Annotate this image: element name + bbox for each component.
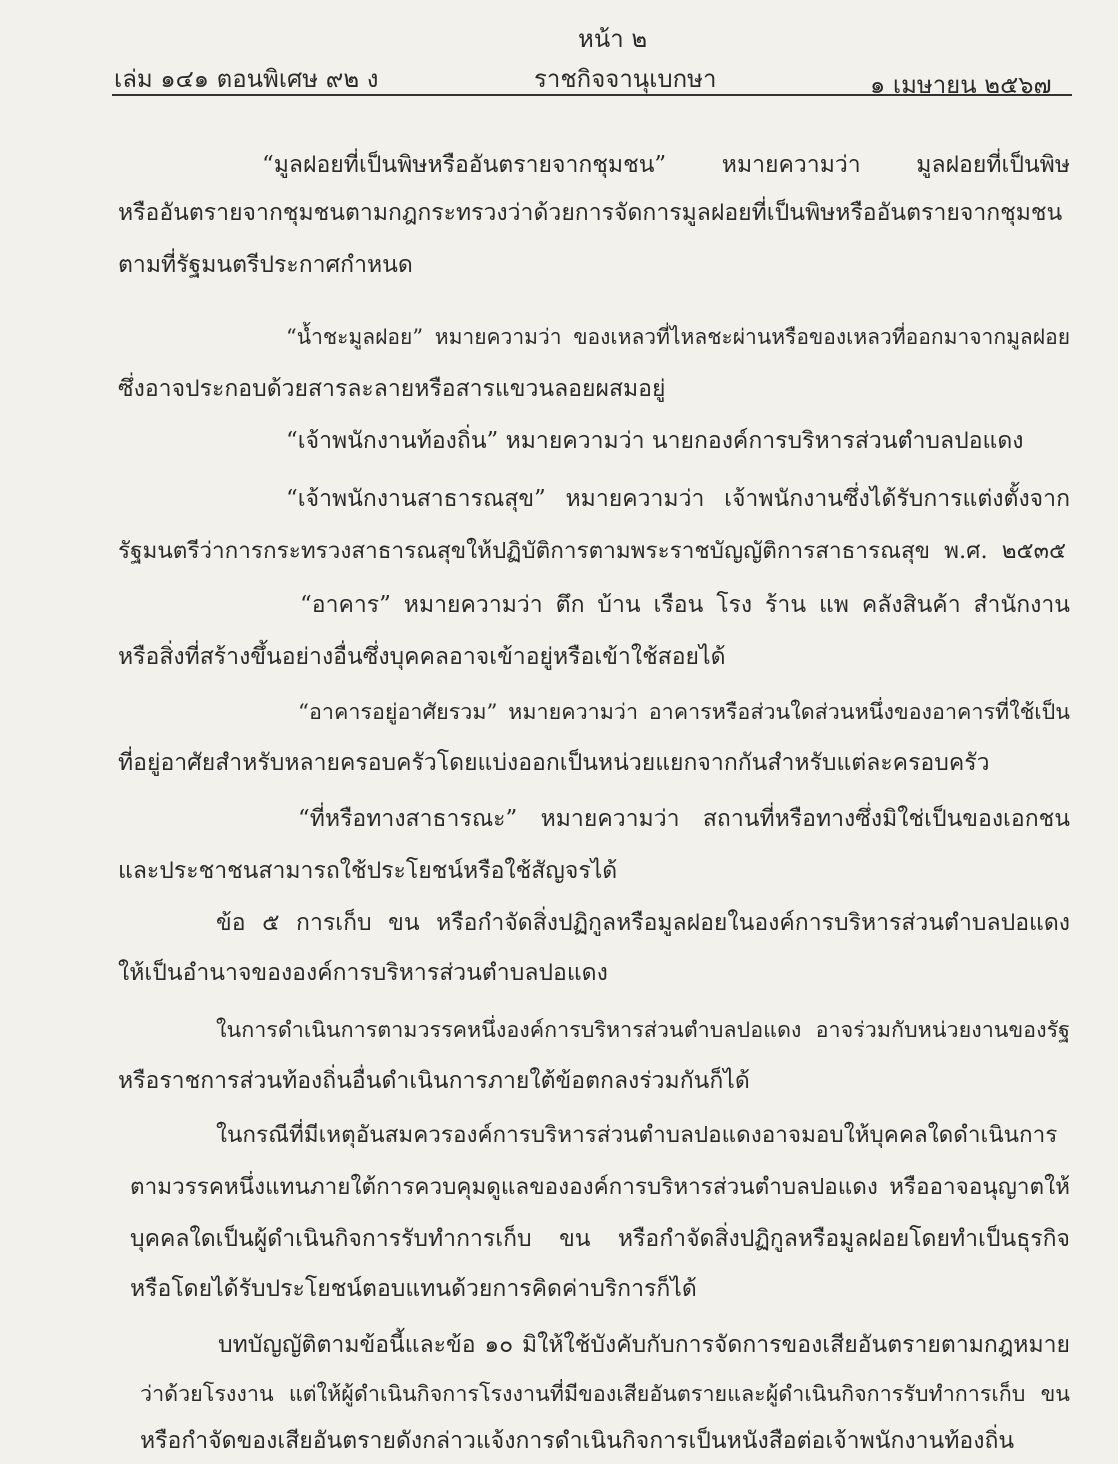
text-line: และประชาชนสามารถใช้ประโยชน์หรือใช้สัญจรได้ <box>118 858 618 884</box>
text-line: ซึ่งอาจประกอบด้วยสารละลายหรือสารแขวนลอยผสมอยู่ <box>118 376 666 402</box>
text-line: “ที่หรือทางสาธารณะ” หมายความว่า สถานที่หรือทางซึ่งมิใช่เป็นของเอกชน <box>298 806 1070 832</box>
text-line: ข้อ ๕ การเก็บ ขน หรือกำจัดสิ่งปฏิกูลหรือมูลฝอยในองค์การบริหารส่วนตำบลปอแดง <box>216 910 1070 936</box>
text-line: “น้ำชะมูลฝอย” หมายความว่า ของเหลวที่ไหลชะผ่านหรือของเหลวที่ออกมาจากมูลฝอย <box>286 325 1070 349</box>
page-number: หน้า ๒ <box>578 25 648 53</box>
text-line: ตามวรรคหนึ่งแทนภายใต้การควบคุมดูแลขององค์การบริหารส่วนตำบลปอแดง หรืออาจอนุญาตให้ <box>130 1174 1070 1200</box>
text-line: ให้เป็นอำนาจขององค์การบริหารส่วนตำบลปอแดง <box>118 960 608 986</box>
text-line: “เจ้าพนักงานท้องถิ่น” หมายความว่า นายกองค์การบริหารส่วนตำบลปอแดง <box>286 428 1024 454</box>
text-line: หรือกำจัดของเสียอันตรายดังกล่าวแจ้งการดำเนินกิจการเป็นหนังสือต่อเจ้าพนักงานท้องถิ่น <box>140 1428 1015 1454</box>
text-line: ในการดำเนินการตามวรรคหนึ่งองค์การบริหารส่วนตำบลปอแดง อาจร่วมกับหน่วยงานของรัฐ <box>216 1018 1070 1043</box>
text-line: “อาคาร” หมายความว่า ตึก บ้าน เรือน โรง ร้าน แพ คลังสินค้า สำนักงาน <box>300 592 1070 618</box>
volume-info: เล่ม ๑๔๑ ตอนพิเศษ ๙๒ ง <box>114 65 379 93</box>
text-line: หรือสิ่งที่สร้างขึ้นอย่างอื่นซึ่งบุคคลอาจเข้าอยู่หรือเข้าใช้สอยได้ <box>118 644 726 670</box>
text-line: บุคคลใดเป็นผู้ดำเนินกิจการรับทำการเก็บ ขน หรือกำจัดสิ่งปฏิกูลหรือมูลฝอยโดยทำเป็นธุรกิจ <box>130 1226 1070 1252</box>
text-line: หรืออันตรายจากชุมชนตามกฎกระทรวงว่าด้วยการจัดการมูลฝอยที่เป็นพิษหรืออันตรายจากชุมชน <box>118 200 1063 226</box>
text-line: “อาคารอยู่อาศัยรวม” หมายความว่า อาคารหรือส่วนใดส่วนหนึ่งของอาคารที่ใช้เป็น <box>298 700 1070 725</box>
text-line: “มูลฝอยที่เป็นพิษหรืออันตรายจากชุมชน” หมายความว่า มูลฝอยที่เป็นพิษ <box>262 152 1070 178</box>
text-line: “เจ้าพนักงานสาธารณสุข” หมายความว่า เจ้าพนักงานซึ่งได้รับการแต่งตั้งจาก <box>286 486 1070 512</box>
text-line: หรือโดยได้รับประโยชน์ตอบแทนด้วยการคิดค่าบริการก็ได้ <box>130 1276 697 1302</box>
text-line: ตามที่รัฐมนตรีประกาศกำหนด <box>118 252 413 278</box>
text-line: หรือราชการส่วนท้องถิ่นอื่นดำเนินการภายใต้ข้อตกลงร่วมกันก็ได้ <box>118 1068 750 1094</box>
text-line: บทบัญญัติตามข้อนี้และข้อ ๑๐ มิให้ใช้บังคับกับการจัดการของเสียอันตรายตามกฎหมาย <box>218 1332 1070 1358</box>
text-line: ในกรณีที่มีเหตุอันสมควรองค์การบริหารส่วนตำบลปอแดงอาจมอบให้บุคคลใดดำเนินการ <box>216 1122 1058 1148</box>
text-line: รัฐมนตรีว่าการกระทรวงสาธารณสุขให้ปฏิบัติการตามพระราชบัญญัติการสาธารณสุข พ.ศ. ๒๕๓๕ <box>118 538 1066 564</box>
publication-date: ๑ เมษายน ๒๕๖๗ <box>870 71 1052 99</box>
publication-title: ราชกิจจานุเบกษา <box>534 65 717 93</box>
text-line: ที่อยู่อาศัยสำหรับหลายครอบครัวโดยแบ่งออกเป็นหน่วยแยกจากกันสำหรับแต่ละครอบครัว <box>118 750 990 776</box>
header-rule <box>112 94 1072 96</box>
text-line: ว่าด้วยโรงงาน แต่ให้ผู้ดำเนินกิจการโรงงานที่มีของเสียอันตรายและผู้ดำเนินกิจการรับทำการเก็บ ขน <box>140 1382 1070 1407</box>
